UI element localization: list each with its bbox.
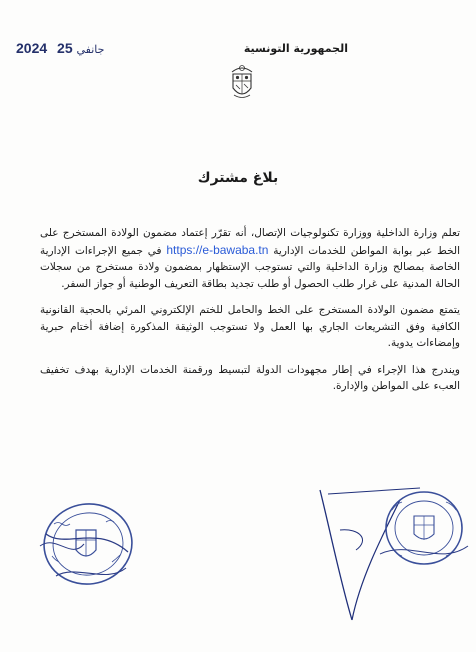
republic-heading: الجمهورية التونسية xyxy=(243,42,348,55)
e-bawaba-link[interactable]: https://e-bawaba.tn xyxy=(166,242,269,257)
date-month: جانفي xyxy=(76,44,105,56)
ministry-seal-left-icon xyxy=(36,494,136,594)
paragraph-1 xyxy=(40,225,460,292)
signature-and-seal-right-icon xyxy=(300,470,470,630)
document-title: بلاغ مشترك xyxy=(197,170,279,186)
date-day: 25 xyxy=(57,40,73,56)
date-year: 2024 xyxy=(16,40,48,56)
paragraph-3: ويندرج هذا الإجراء في إطار مجهودات الدولة لتبسيط ورقمنة الخدمات الإدارية بهدف تخفيف العبء على المواطن والإدارة. xyxy=(40,363,460,392)
paragraph-1-text-a: تعلم وزارة الداخلية ووزارة تكنولوجيات الإتصال، أنه تقرّر إعتماد مضمون الولادة المستخرج على الخط عبر بوابة المواطن للخدمات الإدارية xyxy=(40,227,460,257)
paragraph-1-text-b: في جميع الإجراءات الإدارية الخاصة بمصالح وزارة الداخلية والتي تستوجب الإستظهار بمضمون ولادة مستخرج من سجلات الحالة المدنية على غرار طلب الحصول أو طلب تجديد بطاقة التعريف الوطنية أو جواز السفر. xyxy=(40,244,460,290)
document-body xyxy=(40,225,460,405)
date-stamp xyxy=(16,40,110,56)
paragraph-2: يتمتع مضمون الولادة المستخرج على الخط والحامل للختم الإلكتروني المرئي بالحجية القانونية الكافية وفق التشريعات الجاري بها العمل ولا تستوجب الوثيقة المذكورة إضافة أختام حبرية وإمضاءات يدوية. xyxy=(40,304,460,349)
coat-of-arms-icon xyxy=(230,62,254,102)
